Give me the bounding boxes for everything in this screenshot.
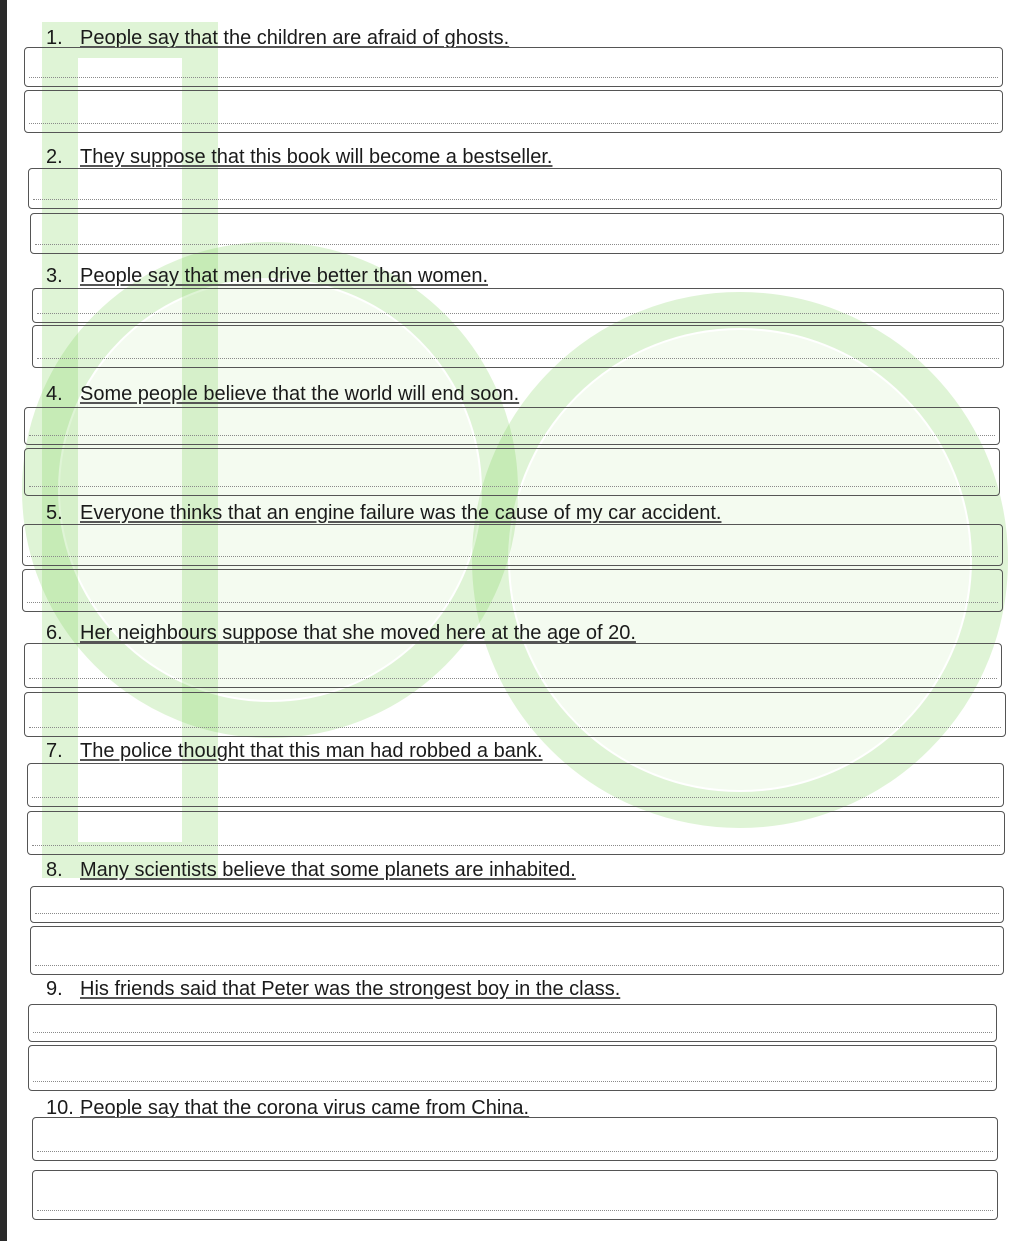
question-4 xyxy=(46,382,519,406)
question-text: His friends said that Peter was the strongest boy in the class. xyxy=(80,978,621,1000)
question-text: Many scientists believe that some planets are inhabited. xyxy=(80,859,576,881)
question-7 xyxy=(46,739,543,763)
question-2 xyxy=(46,145,552,169)
question-number: 10. xyxy=(46,1097,74,1119)
question-3 xyxy=(46,264,488,288)
answer-box-5a[interactable] xyxy=(22,524,1003,566)
answer-box-9b[interactable] xyxy=(28,1045,997,1091)
question-number: 7. xyxy=(46,740,63,762)
answer-box-4a[interactable] xyxy=(24,407,1000,445)
answer-box-10a[interactable] xyxy=(32,1117,998,1161)
page-edge-shadow xyxy=(0,0,7,1241)
question-number: 3. xyxy=(46,265,63,287)
answer-box-3a[interactable] xyxy=(32,288,1004,323)
question-text: People say that men drive better than women. xyxy=(80,265,489,287)
answer-box-8a[interactable] xyxy=(30,886,1004,923)
answer-box-2a[interactable] xyxy=(28,168,1002,209)
question-text: They suppose that this book will become a bestseller. xyxy=(80,146,553,168)
question-number: 6. xyxy=(46,622,63,644)
question-number: 5. xyxy=(46,502,63,524)
answer-box-8b[interactable] xyxy=(30,926,1004,975)
question-text: Her neighbours suppose that she moved here at the age of 20. xyxy=(80,622,636,644)
answer-box-7a[interactable] xyxy=(27,763,1004,807)
question-8 xyxy=(46,858,576,882)
question-number: 8. xyxy=(46,859,63,881)
answer-box-10b[interactable] xyxy=(32,1170,998,1220)
answer-box-1b[interactable] xyxy=(24,90,1003,133)
answer-box-4b[interactable] xyxy=(24,448,1000,496)
question-text: Some people believe that the world will end soon. xyxy=(80,383,520,405)
question-text: The police thought that this man had robbed a bank. xyxy=(80,740,543,762)
question-number: 1. xyxy=(46,27,63,49)
question-text: Everyone thinks that an engine failure was the cause of my car accident. xyxy=(80,502,722,524)
question-6 xyxy=(46,621,636,645)
question-number: 2. xyxy=(46,146,63,168)
question-text: People say that the corona virus came from China. xyxy=(80,1097,530,1119)
answer-box-5b[interactable] xyxy=(22,569,1003,612)
answer-box-6b[interactable] xyxy=(24,692,1006,737)
question-9 xyxy=(46,977,620,1001)
answer-box-6a[interactable] xyxy=(24,643,1002,688)
question-text: People say that the children are afraid of ghosts. xyxy=(80,27,510,49)
answer-box-1a[interactable] xyxy=(24,47,1003,87)
answer-box-2b[interactable] xyxy=(30,213,1004,254)
answer-box-3b[interactable] xyxy=(32,325,1004,368)
question-5 xyxy=(46,501,721,525)
question-number: 9. xyxy=(46,978,63,1000)
answer-box-9a[interactable] xyxy=(28,1004,997,1042)
question-number: 4. xyxy=(46,383,63,405)
answer-box-7b[interactable] xyxy=(27,811,1005,855)
